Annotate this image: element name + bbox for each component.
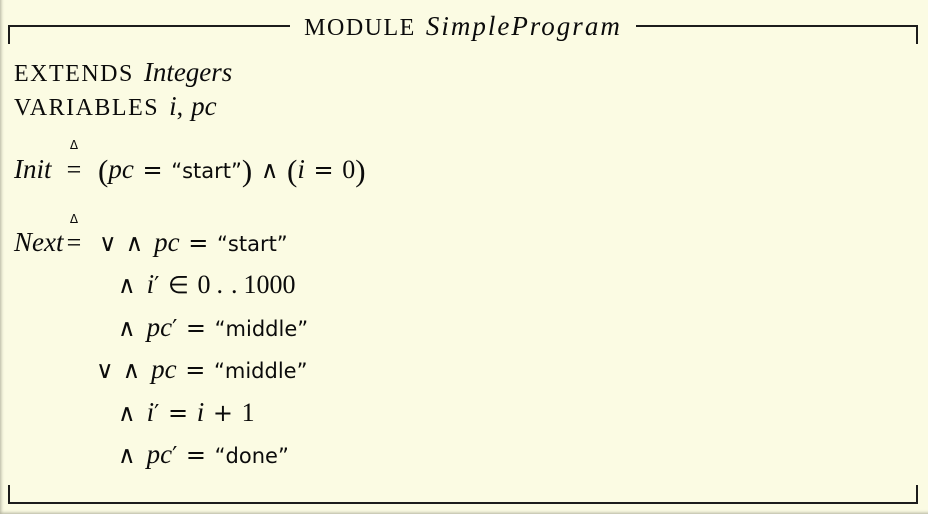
token-bpn: ) [241, 153, 253, 188]
module-name: SimpleProgram [425, 10, 622, 41]
token-op: ∧ [253, 156, 287, 184]
module-top-rule [8, 9, 918, 43]
token-pr: ′ [172, 316, 178, 342]
token-str: “middle” [214, 317, 309, 341]
token-op: ∧ [118, 271, 136, 299]
token-num: 0 [197, 270, 211, 299]
delta-eq-delta: Δ [69, 138, 79, 152]
token-id: i [146, 397, 155, 427]
token-bpn: ) [355, 153, 366, 188]
next-definition-row-1 [14, 212, 288, 264]
token-bpn: ( [98, 153, 109, 188]
token-op: ∧ [125, 229, 144, 257]
init-name: Init [14, 154, 52, 184]
token-op: ∨ [99, 229, 117, 257]
delta-eq-delta: Δ [69, 212, 79, 226]
next-disjunct-2-line-1 [14, 348, 307, 391]
token-id: i [297, 154, 305, 184]
token-str: “start” [217, 232, 288, 256]
token-id: i [169, 91, 177, 121]
token-id: pc [151, 354, 177, 384]
token-num: 0 [342, 155, 356, 184]
next-disjunct-1-line-1 [98, 227, 288, 257]
token-kw: EXTENDS [14, 61, 134, 87]
token-id: pc [108, 154, 134, 184]
token-num: 1 [241, 398, 255, 427]
rule-right-segment [636, 25, 918, 27]
delta-eq-equals: = [66, 155, 82, 184]
token-id: Integers [143, 57, 233, 87]
next-disjunct-2-line-2 [14, 391, 255, 434]
next-disjunct-2-line-3 [14, 433, 289, 476]
next-name: Next [14, 227, 64, 257]
next-disjunct-1-line-3 [14, 306, 308, 349]
token-id: pc [154, 227, 180, 257]
init-definition [14, 138, 366, 192]
token-op: ∧ [118, 441, 136, 469]
token-op: = [134, 156, 171, 184]
token-op: = [178, 441, 214, 469]
token-op: = [160, 399, 196, 427]
token-op: = [178, 314, 214, 342]
module-keyword: MODULE [304, 14, 416, 41]
token-pn: , [176, 92, 184, 121]
token-num: 1000 [243, 270, 296, 299]
token-op: ∨ [96, 356, 114, 384]
token-op: ∧ [118, 314, 136, 342]
delta-eq-equals: = [66, 228, 82, 257]
token-op: ∧ [122, 356, 141, 384]
extends-line [14, 56, 232, 88]
token-pr: ′ [154, 273, 160, 299]
token-id: i [146, 269, 155, 299]
token-op: = [305, 156, 342, 184]
module-title [290, 11, 636, 42]
token-str: “done” [214, 444, 289, 468]
delta-eq-icon [66, 138, 82, 197]
token-str: “start” [171, 159, 242, 183]
token-op: ∈ [160, 271, 197, 299]
token-str: “middle” [214, 359, 308, 383]
token-pr: ′ [154, 401, 160, 427]
token-id: pc [146, 312, 173, 342]
token-id: pc [146, 439, 173, 469]
token-op: + [205, 399, 241, 427]
rule-left-segment [8, 25, 290, 27]
token-op: ∧ [118, 399, 136, 427]
next-disjunct-1-line-2 [14, 263, 296, 306]
token-pr: ′ [172, 443, 178, 469]
token-op: = [180, 229, 217, 257]
token-kw: VARIABLES [14, 95, 160, 121]
token-id: pc [191, 91, 217, 121]
token-bpn: ( [287, 153, 298, 188]
init-expression [98, 153, 366, 188]
variables-line [14, 90, 217, 122]
token-dots: .. [216, 270, 246, 299]
token-id: i [196, 397, 205, 427]
token-op: = [177, 356, 214, 384]
delta-eq-icon [66, 212, 82, 268]
module-bottom-rule [8, 502, 918, 504]
